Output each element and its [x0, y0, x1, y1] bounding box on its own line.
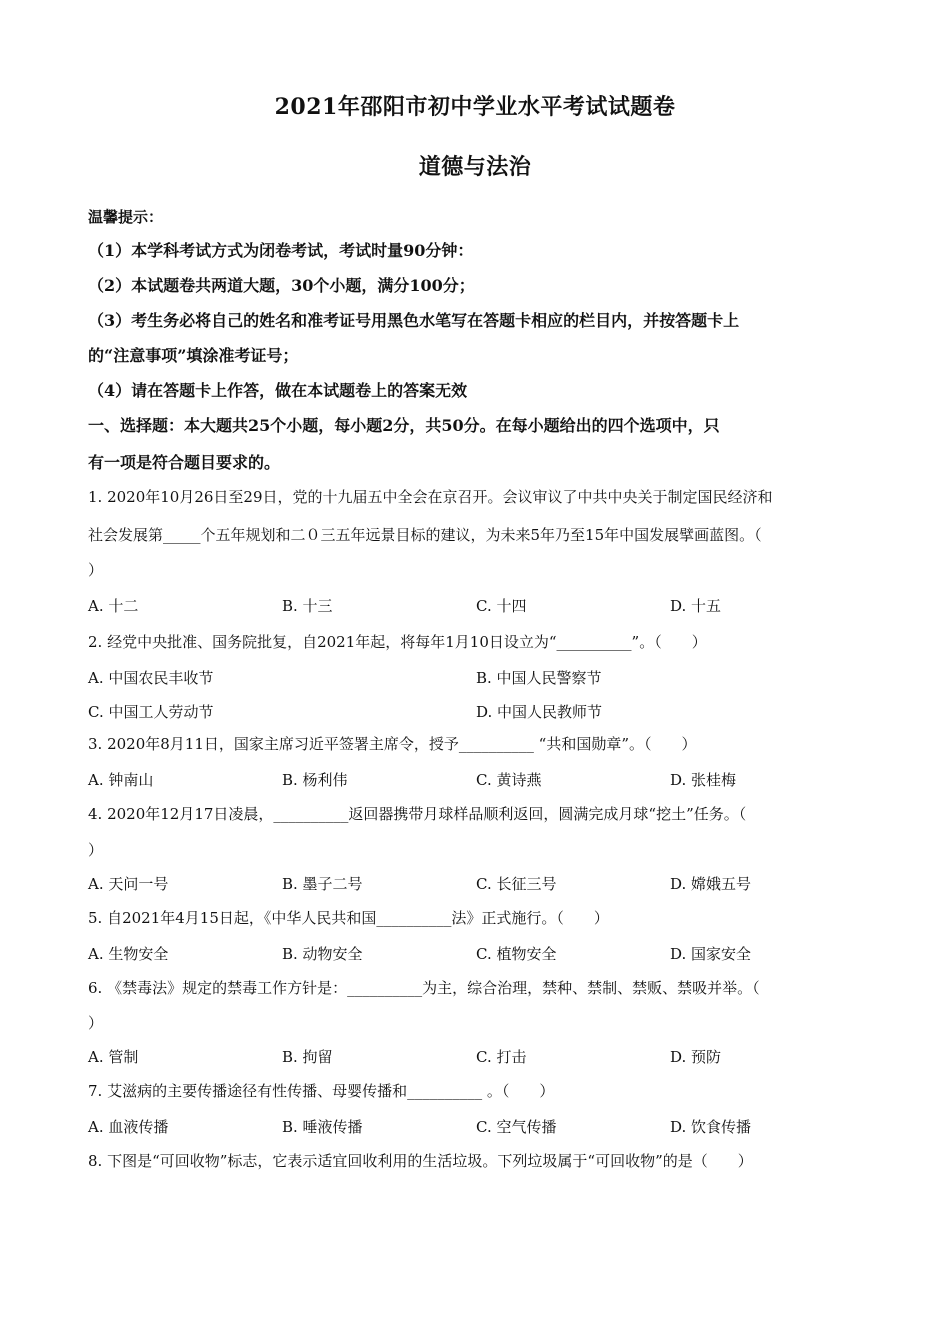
- question-6-line: ）: [88, 1014, 104, 1032]
- question-6-option-b: B. 拘留: [282, 1048, 333, 1066]
- question-2-option-d: D. 中国人民教师节: [476, 703, 603, 721]
- question-4-option-a: A. 天问一号: [88, 875, 169, 893]
- question-7-option-d: D. 饮食传播: [670, 1118, 752, 1136]
- section-heading-cont: 有一项是符合题目要求的。: [88, 453, 281, 472]
- question-1-option-a: A. 十二: [88, 597, 139, 615]
- question-6-option-a: A. 管制: [88, 1048, 139, 1066]
- question-5-option-b: B. 动物安全: [282, 945, 363, 963]
- question-8-line: 8. 下图是“可回收物”标志，它表示适宜回收利用的生活垃圾。下列垃圾属于“可回收物”的是（ ）: [88, 1152, 753, 1170]
- question-1-option-d: D. 十五: [670, 597, 722, 615]
- tip-line: （4）请在答题卡上作答，做在本试题卷上的答案无效: [88, 381, 468, 400]
- question-1-line: 1. 2020年10月26日至29日，党的十九届五中全会在京召开。会议审议了中共中央关于制定国民经济和: [88, 488, 773, 506]
- question-2-option-a: A. 中国农民丰收节: [88, 669, 214, 687]
- question-3-option-d: D. 张桂梅: [670, 771, 737, 789]
- page-title: 2021年邵阳市初中学业水平考试试题卷: [274, 94, 676, 120]
- question-6-line: 6. 《禁毒法》规定的禁毒工作方针是：__________为主，综合治理，禁种、禁制、禁贩、禁吸并举。（: [88, 979, 760, 997]
- question-1-option-b: B. 十三: [282, 597, 333, 615]
- question-5-line: 5. 自2021年4月15日起，《中华人民共和国__________法》正式施行。（ ）: [88, 909, 609, 927]
- tip-line: （3）考生务必将自己的姓名和准考证号用黑色水笔写在答题卡相应的栏目内，并按答题卡上: [88, 311, 740, 330]
- question-7-option-c: C. 空气传播: [476, 1118, 557, 1136]
- question-3-option-a: A. 钟南山: [88, 771, 154, 789]
- question-7-option-a: A. 血液传播: [88, 1118, 169, 1136]
- tip-line: （2）本试题卷共两道大题，30个小题，满分100分；: [88, 276, 475, 295]
- section-heading: 一、选择题：本大题共25个小题，每小题2分，共50分。在每小题给出的四个选项中，只: [88, 416, 720, 435]
- question-2-option-b: B. 中国人民警察节: [476, 669, 602, 687]
- question-4-option-d: D. 嫦娥五号: [670, 875, 752, 893]
- question-4-line: ）: [88, 841, 104, 859]
- tip-line: （1）本学科考试方式为闭卷考试，考试时量90分钟：: [88, 241, 474, 260]
- question-3-option-c: C. 黄诗燕: [476, 771, 542, 789]
- question-4-line: 4. 2020年12月17日凌晨，__________返回器携带月球样品顺利返回，圆满完成月球“挖土”任务。（: [88, 805, 747, 823]
- question-1-line: ）: [88, 561, 104, 579]
- question-5-option-d: D. 国家安全: [670, 945, 752, 963]
- question-5-option-c: C. 植物安全: [476, 945, 557, 963]
- question-1-line: 社会发展第_____个五年规划和二０三五年远景目标的建议，为未来5年乃至15年中国发展擘画蓝图。（: [88, 526, 762, 544]
- page-subtitle: 道德与法治: [418, 154, 532, 180]
- tip-line: 的“注意事项”填涂准考证号；: [88, 346, 299, 365]
- question-3-option-b: B. 杨利伟: [282, 771, 348, 789]
- tips-heading: 温馨提示：: [88, 208, 164, 226]
- question-6-option-c: C. 打击: [476, 1048, 527, 1066]
- question-6-option-d: D. 预防: [670, 1048, 722, 1066]
- question-2-line: 2. 经党中央批准、国务院批复，自2021年起，将每年1月10日设立为“__________”。（ ）: [88, 633, 707, 651]
- question-2-option-c: C. 中国工人劳动节: [88, 703, 214, 721]
- question-1-option-c: C. 十四: [476, 597, 527, 615]
- question-4-option-c: C. 长征三号: [476, 875, 557, 893]
- question-5-option-a: A. 生物安全: [88, 945, 169, 963]
- question-7-line: 7. 艾滋病的主要传播途径有性传播、母婴传播和__________ 。（ ）: [88, 1082, 555, 1100]
- question-3-line: 3. 2020年8月11日，国家主席习近平签署主席令，授予__________ “共和国勋章”。（ ）: [88, 735, 697, 753]
- question-7-option-b: B. 唾液传播: [282, 1118, 363, 1136]
- question-4-option-b: B. 墨子二号: [282, 875, 363, 893]
